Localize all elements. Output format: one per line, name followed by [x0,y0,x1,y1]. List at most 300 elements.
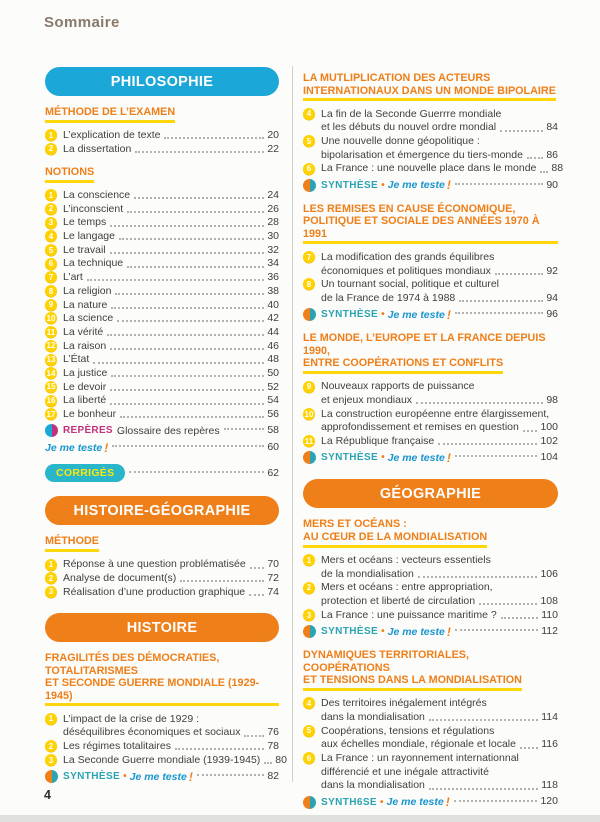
section-heading-line: ENTRE COOPÉRATIONS ET CONFLITS [303,357,503,374]
dot-leader [501,617,539,619]
toc-item-label: La Seconde Guerre mondiale (1939-1945) [63,753,261,766]
page-number: 102 [540,435,558,448]
page-number: 104 [540,451,558,464]
toc-item-number-badge: 10 [46,313,56,323]
toc-item-row [45,129,279,143]
dot-leader [87,279,264,281]
dot-leader [454,800,538,802]
toc-item-row [45,142,279,156]
separator-dot: • [381,626,385,637]
toc-item-number-badge: 9 [45,299,57,311]
section-heading-line: MÉTHODE DE L’EXAMEN [45,106,175,123]
toc-item-row [303,567,558,581]
toc-item-row [303,554,558,568]
toc-item-number-badge: 7 [45,271,57,283]
dot-leader [119,238,264,240]
page-number: 90 [546,178,558,191]
toc-item-number-badge: 4 [303,108,315,120]
toc-item [303,278,558,305]
part-header: HISTOIRE [45,613,279,642]
dot-leader [111,307,264,309]
synthese-row [303,795,558,810]
toc-item-number-badge: 6 [303,163,315,175]
page-number: 96 [546,308,558,321]
section-heading-line: DYNAMIQUES TERRITORIALES, COOPÉRATIONS [303,649,469,674]
page-number: 34 [267,257,279,270]
dot-leader [429,788,538,790]
toc-item-label: Réalisation d’une production graphique [63,585,246,598]
page-number: 22 [267,142,279,155]
toc-item [45,394,279,408]
section-heading-line: ET SECONDE GUERRE MONDIALE (1929-1945) [45,677,279,706]
section-heading-line: NOTIONS [45,166,94,183]
toc-item-label: La liberté [63,394,107,407]
left-column [45,62,287,784]
synthese-row [45,769,279,784]
dot-leader [110,348,264,350]
toc-item-label: La fin de la Seconde Guerrre mondiale [321,107,502,120]
synthese-icon [303,308,316,321]
toc-item-label: dans la mondialisation [321,779,425,792]
toc-item-row [45,325,279,339]
exclamation-mark: ! [445,795,450,810]
toc-item [45,740,279,754]
dot-leader [500,130,543,132]
dot-leader [429,719,538,721]
dot-leader [540,171,548,173]
toc-item-label: La raison [63,339,107,352]
je-me-teste-label: Je me teste [386,796,444,809]
page-number: 60 [267,441,279,454]
toc-item-label: de la mondialisation [321,567,414,580]
toc-item-number-badge: 2 [45,143,57,155]
page-number: 46 [267,339,279,352]
toc-item [303,135,558,162]
toc-item-label: déséquilibres économiques et sociaux [63,726,241,739]
toc-item [45,189,279,203]
toc-item-number-badge: 15 [46,382,56,392]
toc-item-number-badge: 2 [303,582,315,594]
separator-dot: • [381,179,385,191]
synthese-icon [45,770,58,783]
toc-item-label: L’État [63,353,90,366]
dot-leader [111,375,264,377]
dot-leader [495,273,543,275]
toc-item-label: La France : un rayonnement internationnal [321,752,519,765]
toc-item-row [303,752,558,766]
toc-item-label: Le devoir [63,380,107,393]
toc-item [303,554,558,581]
section-heading-line: ET TENSIONS DANS LA MONDIALISATION [303,674,522,691]
dot-leader [175,748,264,750]
separator-dot: • [381,452,385,464]
synthese-label: SYNTHÈSE [63,771,121,783]
toc-item-row [45,312,279,326]
toc-item-row [45,394,279,408]
page-number: 78 [267,740,279,753]
page-number: 114 [541,710,558,723]
synthese-label: SYNTHÈSE [321,452,379,464]
toc-item-row [303,135,558,149]
toc-item-row [303,435,558,449]
toc-item-label: aux échelles mondiale, régionale et locale [321,738,516,751]
page-number: 32 [267,243,279,256]
je-me-teste-label: Je me teste [387,179,445,192]
toc-item-label: L’inconscient [63,202,124,215]
toc-item-row [45,243,279,257]
toc-item-number-badge: 11 [304,436,314,446]
toc-item-label: Nouveaux rapports de puissance [321,380,475,393]
dot-leader [110,389,264,391]
toc-item-row [303,608,558,622]
section-heading-line: FRAGILITÉS DES DÉMOCRATIES, TOTALITARISMES [45,651,220,677]
page-number: 70 [267,558,279,571]
toc-item-number-badge: 1 [45,129,57,141]
toc-item-label: La France : une nouvelle place dans le monde [321,162,537,175]
section-heading [45,652,279,706]
synthese-icon [303,451,316,464]
section-heading-line: LA MUTLIPLICATION DES ACTEURS [303,72,491,84]
toc-item-row [303,250,558,264]
toc-item-row [45,367,279,381]
dot-leader [135,151,264,153]
page-number: 20 [267,129,279,142]
page-number: 58 [267,424,279,437]
page-number: 112 [541,624,558,637]
toc-item-number-badge: 1 [45,713,57,725]
page-title: Sommaire [44,14,120,31]
dot-leader [224,428,265,430]
toc-item-label: L’art [63,271,83,284]
toc-item-label: Mers et océans : vecteurs essentiels [321,554,491,567]
page-number: 40 [267,298,279,311]
toc-item-row [303,710,558,724]
synthese-row [303,624,558,639]
page-number: 44 [267,325,279,338]
right-column [303,62,564,810]
toc-item [303,435,558,449]
page-number: 116 [541,738,558,751]
synthese-label: SYNTHÈSE [321,309,379,321]
toc-item-row [303,162,564,176]
toc-item [45,271,279,285]
page-number: 30 [267,230,279,243]
toc-item-row [303,148,558,162]
je-me-teste-label: Je me teste [387,451,445,464]
toc-item-label: protection et liberté de circulation [321,595,476,608]
toc-item [303,407,558,434]
page-number: 98 [546,394,558,407]
toc-item-row [303,738,558,752]
page-number: 28 [267,216,279,229]
dot-leader [264,762,272,764]
section-heading [303,649,558,691]
toc-item-row [45,284,279,298]
toc-item-row [303,394,558,408]
toc-item-label: bipolarisation et émergence du tiers-monde [321,148,523,161]
toc-item-row [303,264,558,278]
toc-item-label: La dissertation [63,142,132,155]
toc-item [45,585,279,599]
toc-item-label: Réponse à une question problématisée [63,558,246,571]
toc-item [303,250,558,277]
toc-item-row [45,353,279,367]
je-me-teste-label: Je me teste [387,308,445,321]
exclamation-mark: ! [188,769,193,784]
toc-item-label: La République française [321,435,435,448]
toc-item-label: et enjeux mondiaux [321,394,413,407]
toc-item [45,339,279,353]
toc-item [45,712,279,739]
toc-item-row [45,380,279,394]
synthese-icon [303,625,316,638]
toc-item-row [303,765,558,779]
reperes-row [45,423,279,438]
exclamation-mark: ! [446,450,451,465]
toc-item-row [45,271,279,285]
toc-item-label: La conscience [63,189,131,202]
page-number: 106 [540,567,558,580]
toc-item-row [45,189,279,203]
page-number: 52 [267,380,279,393]
synthese-icon [303,179,316,192]
toc-item-label: et les débuts du nouvel ordre mondial [321,121,497,134]
toc-item-row [303,595,558,609]
toc-item-row [303,421,558,435]
toc-item-row [45,202,279,216]
toc-item-number-badge: 6 [45,258,57,270]
section-heading [303,203,558,245]
toc-item-label: Le temps [63,216,107,229]
toc-item-label: La justice [63,366,108,379]
toc-item [45,298,279,312]
page-number: 50 [267,366,279,379]
dot-leader [455,312,543,314]
toc-item-number-badge: 3 [303,609,315,621]
toc-item [45,216,279,230]
page-number: 82 [267,769,279,782]
page-number: 42 [267,312,279,325]
page-number: 72 [267,572,279,585]
toc-item-number-badge: 5 [303,725,315,737]
toc-item [45,367,279,381]
dot-leader [93,362,264,364]
toc-item-row [303,278,558,292]
toc-item-label: L’impact de la crise de 1929 : [63,712,199,725]
toc-item-number-badge: 2 [45,740,57,752]
toc-item-row [45,558,279,572]
page-number: 94 [546,291,558,304]
separator-dot: • [380,796,384,808]
dot-leader [112,445,264,447]
corriges-row [45,464,279,482]
dot-leader [120,416,264,418]
section-heading [303,518,558,547]
toc-item-row [45,726,279,740]
toc-item [45,380,279,394]
toc-item [45,202,279,216]
toc-item [303,697,558,724]
page-number: 56 [267,408,279,421]
toc-item-label: Un tournant social, politique et culturel [321,278,500,291]
section-heading-line: AU CŒUR DE LA MONDIALISATION [303,531,487,548]
toc-item-number-badge: 5 [45,244,57,256]
toc-item-number-badge: 13 [46,355,56,364]
dot-leader [455,629,538,631]
toc-item-label: La science [63,312,114,325]
toc-item-row [45,339,279,353]
toc-item-row [45,257,279,271]
toc-item-row [45,585,279,599]
toc-item-label: Mers et océans : entre appropriation, [321,581,493,594]
toc-item-number-badge: 9 [303,381,315,393]
toc-item-row [45,572,279,586]
toc-item-number-badge: 8 [45,285,57,297]
dot-leader [117,320,264,322]
dot-leader [134,197,264,199]
dot-leader [523,430,538,432]
page-number: 48 [267,353,279,366]
toc-item-number-badge: 10 [304,409,314,419]
toc-item-number-badge: 1 [45,189,57,201]
section-heading [303,72,558,101]
toc-item-row [45,408,279,422]
page-number: 108 [540,595,558,608]
toc-item-row [45,740,279,754]
toc-item [45,257,279,271]
synthese-icon [303,796,316,809]
toc-item-number-badge: 7 [303,251,315,263]
dot-leader [107,334,264,336]
dot-leader [180,580,264,582]
toc-item-label: de la France de 1974 à 1988 [321,291,456,304]
toc-item-row [303,779,558,793]
toc-item-row [303,407,558,421]
footer-page-number: 4 [44,788,51,802]
section-heading-line: LE MONDE, L’EUROPE ET LA FRANCE DEPUIS 1990, [303,332,546,357]
page-number: 76 [267,726,279,739]
reperes-text: Glossaire des repères [116,424,220,437]
toc-item [45,129,279,143]
page-number: 36 [267,271,279,284]
toc-item-row [45,298,279,312]
section-heading-line: MÉTHODE [45,535,99,552]
page-number: 80 [275,753,287,766]
toc-item [45,312,279,326]
toc-item [303,107,558,134]
toc-item [303,608,558,622]
exclamation-mark: ! [446,624,451,639]
synthese-row [303,307,558,322]
je-me-teste-row [45,440,279,455]
je-me-teste-label: Je me teste [45,441,103,454]
section-heading-line: POLITIQUE ET SOCIALE DES ANNÉES 1970 À 1991 [303,215,558,244]
toc-item-label: Analyse de document(s) [63,572,177,585]
page-number: 74 [267,585,279,598]
page-number: 24 [267,189,279,202]
section-heading [303,332,558,374]
toc-item-row [303,121,558,135]
toc-item-label: Le travail [63,243,106,256]
toc-item [303,724,558,751]
page-number: 92 [546,264,558,277]
toc-item-label: Les régimes totalitaires [63,740,171,753]
dot-leader [527,157,543,159]
toc-item-row [303,581,558,595]
toc-item [45,353,279,367]
toc-item-label: dans la mondialisation [321,710,425,723]
dot-leader [459,300,543,302]
toc-item [45,572,279,586]
synthese-label: SYNTH6SE [321,796,377,808]
toc-item-label: économiques et politiques mondiaux [321,264,491,277]
section-heading-line: MERS ET OCÉANS : [303,518,407,531]
toc-item [45,558,279,572]
separator-dot: • [123,771,127,783]
toc-item-number-badge: 4 [45,230,57,242]
toc-item-row [45,230,279,244]
toc-item-number-badge: 4 [303,697,315,709]
dot-leader [197,774,264,776]
section-heading-line: LES REMISES EN CAUSE ÉCONOMIQUE, [303,202,516,215]
section-heading [45,535,279,552]
toc-item-number-badge: 8 [303,278,315,290]
dot-leader [164,137,264,139]
toc-item-label: La modification des grands équilibres [321,250,495,263]
exclamation-mark: ! [446,178,451,193]
toc-item-number-badge: 1 [303,554,315,566]
dot-leader [479,603,537,605]
reperes-label: REPÈRES [63,425,113,437]
dot-leader [250,567,265,569]
part-header: HISTOIRE-GÉOGRAPHIE [45,496,279,525]
je-me-teste-label: Je me teste [387,625,445,638]
section-heading [45,166,279,183]
toc-item-number-badge: 6 [303,752,315,764]
dot-leader [129,471,264,473]
toc-item-label: Coopérations, tensions et régulations [321,724,495,737]
exclamation-mark: ! [104,440,109,455]
reperes-icon [45,424,58,437]
page-number: 54 [267,394,279,407]
page-number: 84 [546,121,558,134]
toc-item-number-badge: 1 [45,559,57,571]
dot-leader [249,594,264,596]
dot-leader [110,403,264,405]
toc-item-label: La religion [63,284,112,297]
toc-item-label: différencié et une inégale attractivité [321,765,489,778]
page-number: 118 [541,779,558,792]
column-divider [292,66,293,782]
toc-item-number-badge: 2 [45,572,57,584]
toc-item [45,230,279,244]
toc-item [303,581,558,608]
corriges-badge: CORRIGÉS [45,464,125,482]
toc-item-number-badge: 3 [45,754,57,766]
toc-item-number-badge: 12 [46,341,56,351]
toc-item-label: La vérité [63,325,104,338]
toc-item [45,142,279,156]
toc-item-number-badge: 11 [46,327,56,337]
page-bottom-edge [0,815,600,822]
toc-item-row [303,291,558,305]
dot-leader [455,183,543,185]
toc-item-row [303,724,558,738]
toc-item-row [303,380,558,394]
dot-leader [416,402,543,404]
exclamation-mark: ! [446,307,451,322]
toc-item [303,380,558,407]
